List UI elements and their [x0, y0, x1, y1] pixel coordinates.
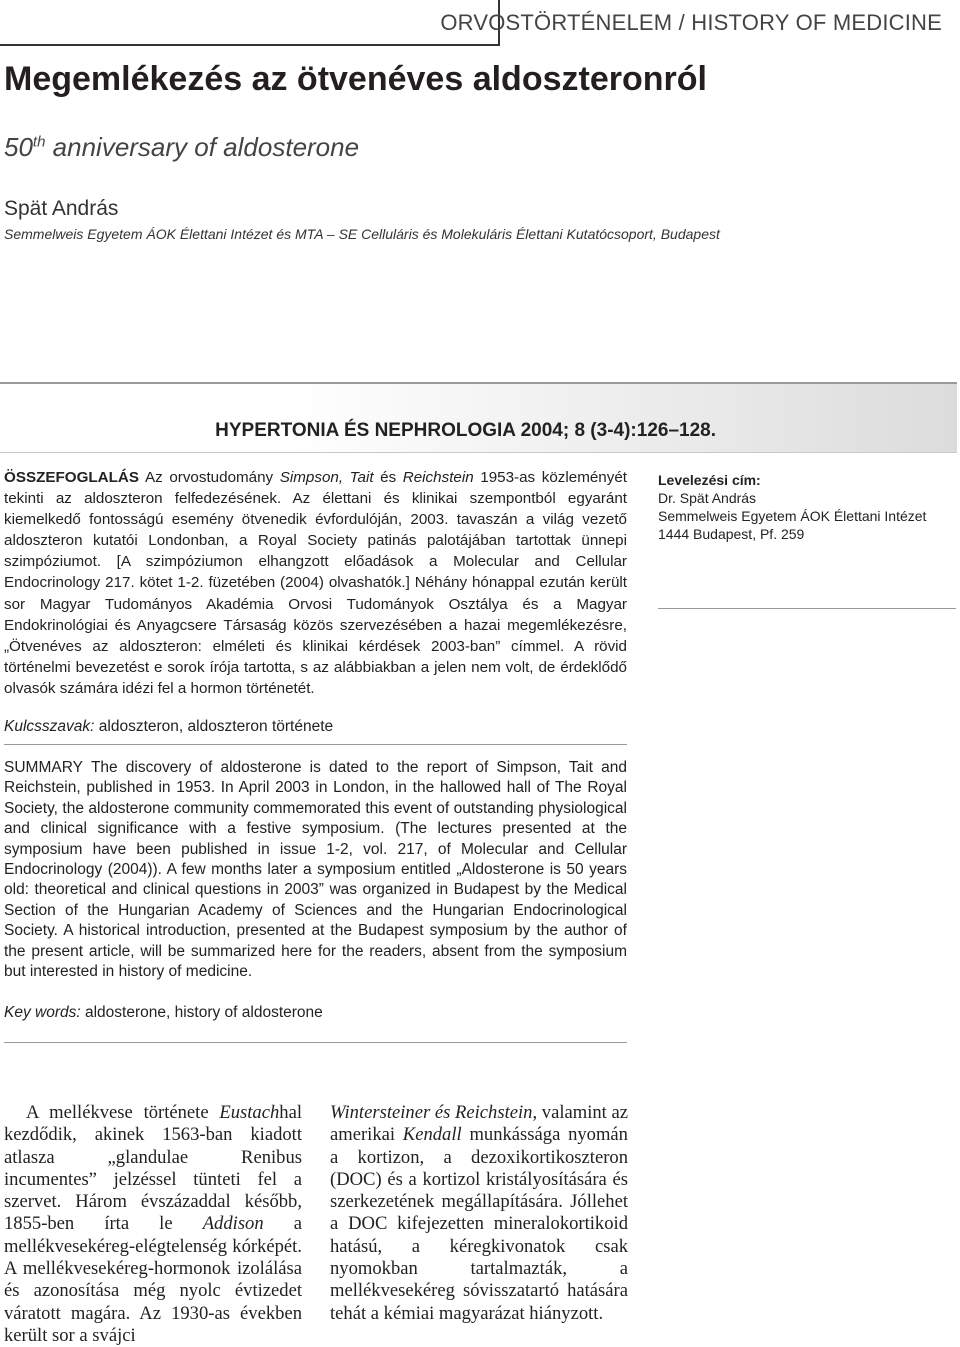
summary-english — [4, 758, 627, 982]
keywords-hungarian — [4, 718, 333, 736]
abstract-name: Reichstein — [402, 469, 474, 486]
body-column-left — [4, 1102, 302, 1347]
summary-heading: SUMMARY — [4, 759, 83, 776]
keywords-label: Kulcsszavak: — [4, 718, 95, 735]
body-text: hal kezdődik, akinek 1563-ban kiadott atlasza „glandulae Renibus incumentes” jelzéssel tünteti fel a szervet. Három évszázaddal később, 1855-ben írta le — [4, 1102, 302, 1235]
abstract-text: Az orvostudomány — [145, 469, 280, 486]
summary-text: The discovery of aldosterone is dated to the report of Simpson, Tait and Reichstein, published in 1953. In April 2003 in London, in the hallowed hall of The Royal Society, the aldosterone community commemorated this event of outstanding physiological and clinical significance with a festive symposium. (The lectures presented at the symposium have been published in issue 1-2, vol. 217, of Molecular and Cellular Endocrinology (2004)). A few months later a symposium entitled „Aldosterone is 50 years old: theoretical and clinical questions in 2003” was organized in Budapest by the Medical Section of the Hungarian Academy of Sciences and the Hungarian Endocrinological Society. A historical introduction, presented at the Budapest symposium by the author of the present article, will be summarized here for the readers, absent from the symposium but interested in history of medicine. — [4, 759, 627, 981]
subtitle-text: anniversary of aldosterone — [45, 132, 360, 162]
abstract-text: és — [373, 469, 403, 486]
body-column-right — [330, 1102, 628, 1325]
divider — [4, 744, 627, 745]
journal-banner — [0, 382, 957, 453]
header-line — [0, 44, 500, 46]
keywords-label: Key words: — [4, 1004, 81, 1021]
article-subtitle — [4, 132, 359, 163]
body-text: a mellékvesekéreg-elégtelenség kórképét. A mellékvesekéreg-hormonok izolálása és azonosítása még nyolc évtizedet váratott magára. Az 1930-as években került sor a svájci — [4, 1213, 302, 1346]
subtitle-number: 50 — [4, 132, 33, 162]
correspondence-name: Dr. Spät András — [658, 490, 757, 506]
correspondence-label: Levelezési cím: — [658, 472, 761, 488]
article-title: Megemlékezés az ötvenéves aldoszteronról — [4, 60, 707, 98]
journal-citation: HYPERTONIA ÉS NEPHROLOGIA 2004; 8 (3-4):126–128. — [215, 420, 716, 441]
abstract-hungarian — [4, 467, 627, 699]
correspondence-institution: Semmelweis Egyetem ÁOK Élettani Intézet — [658, 508, 927, 524]
keywords-value: aldosterone, history of aldosterone — [80, 1004, 323, 1021]
abstract-heading: ÖSSZEFOGLALÁS — [4, 469, 140, 486]
body-name: Wintersteiner és Reichstein — [330, 1102, 533, 1123]
section-label: ORVOSTÖRTÉNELEM / HISTORY OF MEDICINE — [440, 10, 942, 35]
keywords-english — [4, 1004, 323, 1022]
body-name: Kendall — [402, 1124, 462, 1146]
correspondence-divider — [658, 608, 956, 609]
body-name: Eustach — [219, 1102, 280, 1123]
body-text: munkássága nyomán a kortizon, a dezoxikortikoszteron (DOC) és a kortizol kristályosítására és szerkezetének megállapítására. Jóllehet a DOC kifejezetten mineralokortikoid hatású, a kéregkivonatok csak nyomokban tartalmazták, a mellékvesekéreg sóvisszatartó hatására tehát a kémiai magyarázat hiányzott. — [330, 1124, 628, 1324]
author-affiliation: Semmelweis Egyetem ÁOK Élettani Intézet és MTA – SE Celluláris és Molekuláris Élettani Kutatócsoport, Budapest — [4, 226, 720, 242]
author-name: Spät András — [4, 197, 119, 220]
subtitle-superscript: th — [32, 133, 46, 151]
abstract-name: Simpson, Tait — [279, 469, 374, 486]
correspondence-address: 1444 Budapest, Pf. 259 — [658, 526, 805, 542]
abstract-text: 1953-as közleményét tekinti az aldoszteron felfedezésének. Az élettani és klinikai szempontból egyaránt kiemelkedő fontosságú esemény ötvenedik évfordulóján, 2003. tavaszán a világ vezető aldoszteron kutatói Londonban, a Royal Society patinás palotájában tartottak ünnepi szimpóziumot. [A szimpóziumon elhangzott előadások a Molecular and Cellular Endocrinology 217. kötet 1-2. füzetében (2004) olvashatók.] Néhány hónappal ezután került sor Magyar Tudományos Akadémia Orvosi Tudományok Osztálya és a Magyar Endokrinológiai és Anyagcsere Társaság közös szervezésében a hazai megemlékezésre, „Ötvenéves az aldoszteron: elméleti és klinikai kérdések 2003-ban” címmel. A rövid történelmi bevezetést e sorok írója tartotta, s az alábbiakban a jelen nem volt, de érdeklődő olvasók számára idézi fel a hormon történetét. — [4, 469, 627, 697]
correspondence-box — [658, 471, 948, 543]
body-text: A mellékvese története — [26, 1102, 220, 1123]
body-name: Addison — [202, 1213, 264, 1235]
keywords-value: aldoszteron, aldoszteron története — [94, 718, 334, 735]
body-text: , valamint az amerikai — [330, 1102, 628, 1146]
divider — [4, 1042, 627, 1043]
